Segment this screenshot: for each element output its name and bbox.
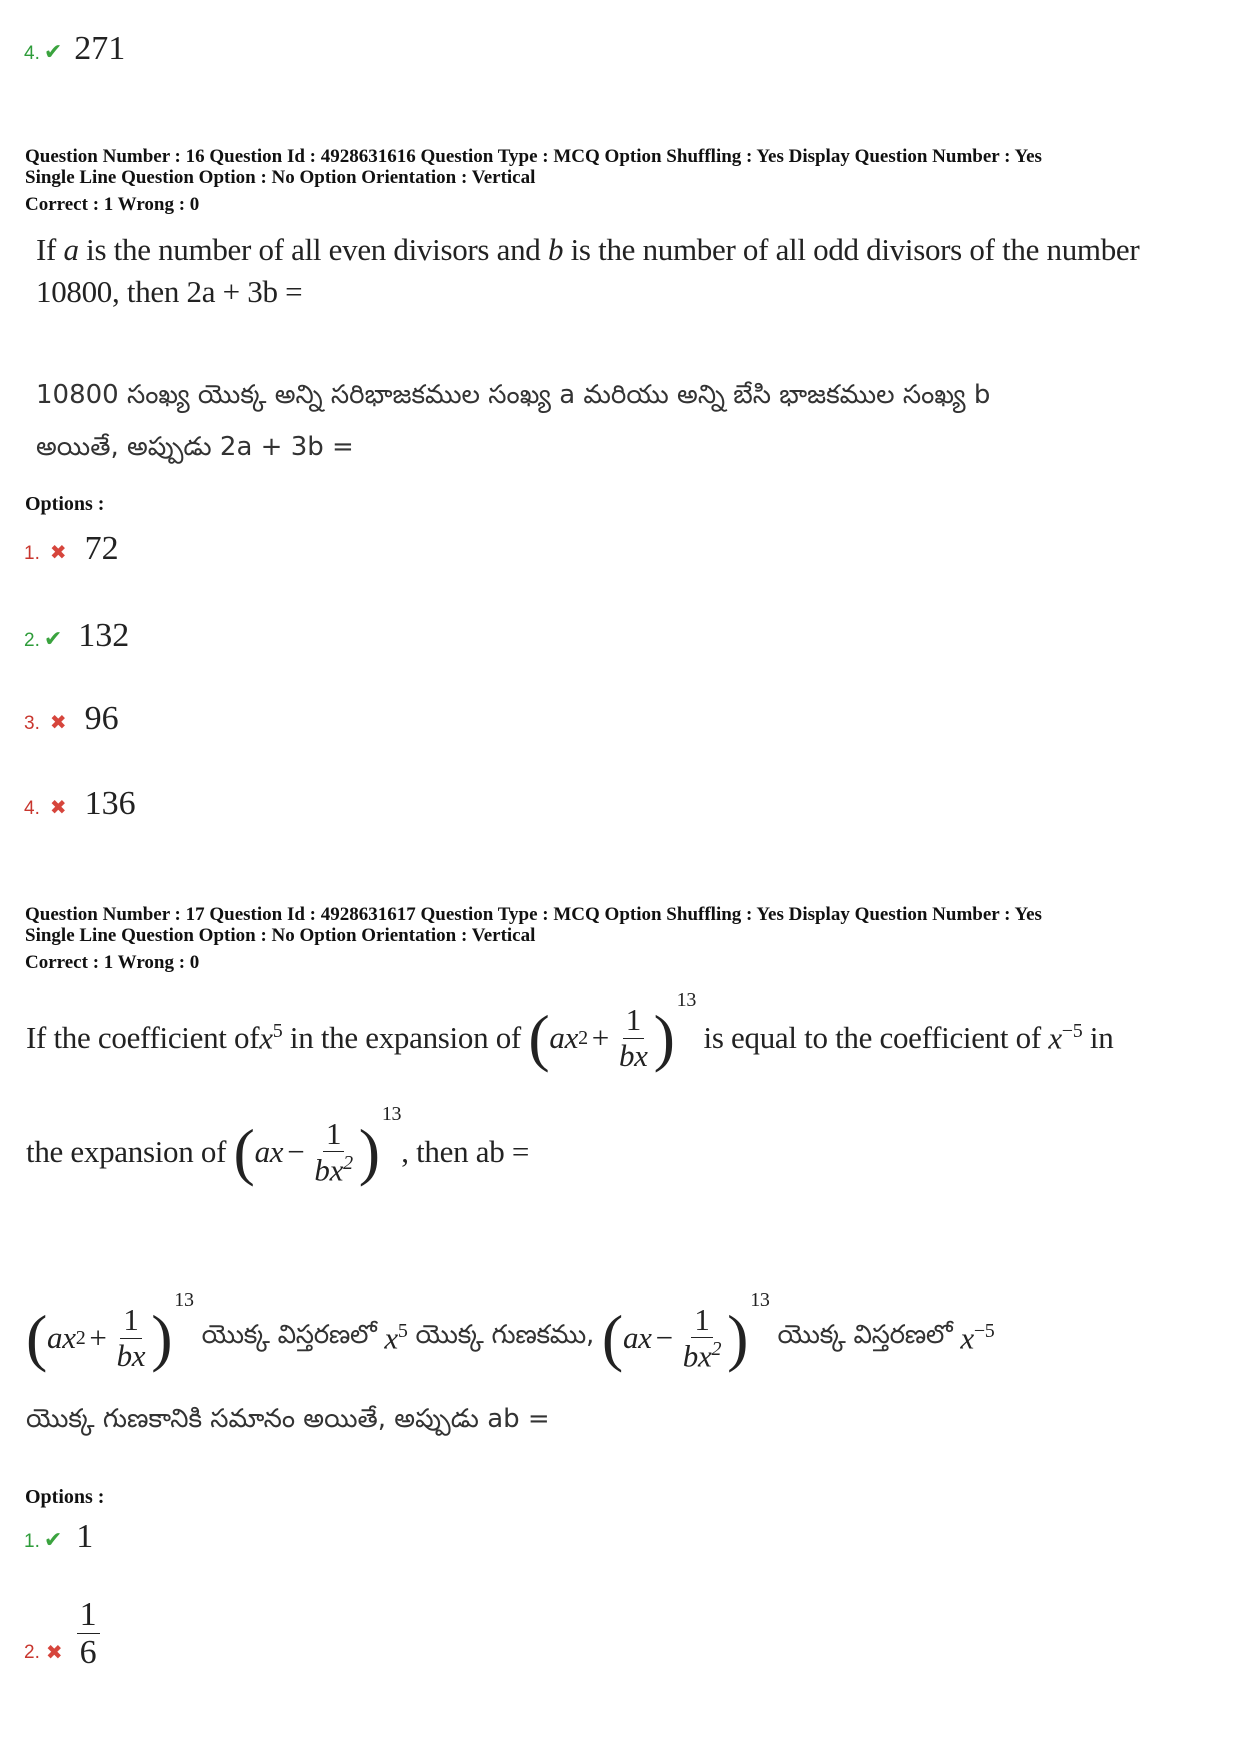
exponent: 5 (397, 1319, 408, 1342)
option-number: 3. (24, 713, 40, 734)
plus-sign: + (591, 1020, 609, 1055)
q16-meta-line2: Single Line Question Option : No Option Orientation : Vertical (25, 167, 536, 188)
text-run: is equal to the coefficient of (696, 1020, 1049, 1055)
var-x: x (259, 1020, 273, 1056)
right-paren: ) (727, 1302, 749, 1373)
den-text: bx (682, 1338, 712, 1374)
q16-english-line2: 10800, then 2a + 3b = (36, 274, 303, 309)
var-a: a (63, 232, 79, 267)
telugu-run: యొక్క విస్తరణలో (769, 1320, 961, 1350)
q16-meta-line3: Correct : 1 Wrong : 0 (25, 194, 200, 215)
q17-options-label: Options : (25, 1486, 105, 1508)
left-paren: ( (528, 1002, 550, 1073)
correct-check-icon: ✔ (43, 40, 63, 65)
option-value: 72 (84, 530, 119, 567)
option-number: 2. (24, 1641, 40, 1663)
den-text: bx (314, 1152, 344, 1188)
telugu-run: యొక్క గుణకము, (407, 1320, 602, 1350)
option-number: 1. (24, 1531, 40, 1552)
option-number: 4. (24, 43, 40, 64)
denominator: bx (618, 1037, 648, 1073)
wrong-cross-icon: ✖ (45, 1639, 63, 1664)
q17-telugu-line2: యొక్క గుణకానికి సమానం అయితే, అప్పుడు ab = (26, 1404, 550, 1434)
left-paren: ( (26, 1302, 48, 1373)
exponent-13: 13 (676, 988, 697, 1011)
fraction (114, 1303, 149, 1372)
option-number: 1. (24, 543, 40, 564)
fraction (311, 1117, 355, 1188)
x5-term (259, 1020, 282, 1056)
x-5-term (960, 1320, 994, 1356)
right-paren: ) (358, 1116, 380, 1187)
q16-option-1 (24, 530, 119, 568)
exponent: 2 (75, 1326, 86, 1349)
term-ax: ax (549, 1020, 579, 1055)
wrong-cross-icon: ✖ (49, 795, 67, 819)
numerator: 1 (120, 1303, 141, 1338)
var-x: x (960, 1320, 974, 1356)
q16-meta (25, 146, 1042, 215)
q17-telugu-line1 (26, 1290, 995, 1386)
prev-option-4 (24, 30, 125, 68)
q16-option-2 (24, 617, 129, 655)
var-x: x (1048, 1020, 1062, 1056)
option-value: 1 (76, 1518, 94, 1555)
exponent-13: 13 (750, 1288, 770, 1311)
exponent: −5 (973, 1319, 995, 1342)
fraction (680, 1303, 724, 1374)
minus-sign: − (287, 1134, 305, 1169)
option-number: 4. (24, 798, 40, 819)
option-fraction (77, 1596, 100, 1672)
telugu-run: యొక్క విస్తరణలో (193, 1320, 385, 1350)
var-x: x (384, 1320, 398, 1356)
text-run: is the number of all even divisors and (78, 232, 548, 267)
right-paren: ) (151, 1302, 173, 1373)
text-run: is the number of all odd divisors of the number (563, 232, 1140, 267)
exponent: −5 (1061, 1019, 1083, 1042)
denominator: 6 (79, 1634, 97, 1672)
option-value: 271 (74, 30, 126, 67)
q16-english-line1 (36, 232, 1139, 268)
q17-option-2 (24, 1596, 103, 1672)
left-paren: ( (233, 1116, 255, 1187)
exponent: 2 (711, 1337, 722, 1360)
q17-meta-line3: Correct : 1 Wrong : 0 (25, 952, 200, 973)
numerator: 1 (77, 1596, 100, 1634)
correct-check-icon: ✔ (43, 627, 63, 652)
q17-meta-line1: Question Number : 17 Question Id : 4928631617 Question Type : MCQ Option Shuffling : Yes Display Question Number : Yes (25, 904, 1042, 925)
q16-meta-line1: Question Number : 16 Question Id : 4928631616 Question Type : MCQ Option Shuffling : Yes Display Question Number : Yes (25, 146, 1042, 167)
plus-sign: + (89, 1320, 107, 1355)
text-run: , then ab = (401, 1134, 530, 1169)
q16-telugu-line2: అయితే, అప్పుడు 2a + 3b = (36, 432, 354, 462)
text-run: If (36, 232, 64, 267)
q17-option-1 (24, 1518, 93, 1556)
option-value: 132 (78, 617, 130, 654)
exponent-13: 13 (381, 1102, 402, 1125)
numerator: 1 (691, 1303, 712, 1338)
q16-option-3 (24, 700, 119, 738)
q17-english-line2 (26, 1104, 529, 1200)
text-run: in the expansion of (282, 1020, 529, 1055)
correct-check-icon: ✔ (43, 1528, 63, 1553)
exponent: 2 (343, 1151, 353, 1174)
numerator: 1 (323, 1117, 344, 1152)
q17-meta (25, 904, 1042, 973)
option-number: 2. (24, 630, 40, 651)
q16-option-4 (24, 785, 136, 823)
denominator (311, 1152, 355, 1187)
q16-telugu-line1: 10800 సంఖ్య యొక్క అన్ని సరిభాజకముల సంఖ్య a మరియు అన్ని బేసి భాజకముల సంఖ్య b (36, 380, 991, 410)
wrong-cross-icon: ✖ (49, 540, 67, 564)
term-ax: ax (47, 1320, 76, 1355)
denominator: bx (116, 1337, 146, 1373)
left-paren: ( (601, 1302, 623, 1373)
exponent: 2 (578, 1026, 588, 1049)
numerator: 1 (623, 1003, 644, 1038)
exponent-13: 13 (174, 1288, 194, 1311)
var-b: b (547, 232, 564, 267)
exponent: 5 (272, 1019, 283, 1042)
text-run: If the coefficient of (26, 1020, 260, 1055)
option-value: 136 (84, 785, 136, 822)
denominator (680, 1338, 724, 1373)
text-run: in (1082, 1020, 1114, 1055)
text-run: the expansion of (26, 1134, 234, 1169)
x-5-term (1048, 1020, 1082, 1056)
q17-meta-line2: Single Line Question Option : No Option Orientation : Vertical (25, 925, 536, 946)
x5-term (384, 1320, 407, 1356)
term-ax: ax (622, 1320, 652, 1355)
option-value: 96 (84, 700, 119, 737)
right-paren: ) (653, 1002, 675, 1073)
wrong-cross-icon: ✖ (49, 710, 67, 734)
q17-english-line1 (26, 990, 1113, 1086)
q16-options-label: Options : (25, 493, 105, 515)
fraction (616, 1003, 651, 1072)
minus-sign: − (655, 1320, 673, 1355)
term-ax: ax (254, 1134, 284, 1169)
